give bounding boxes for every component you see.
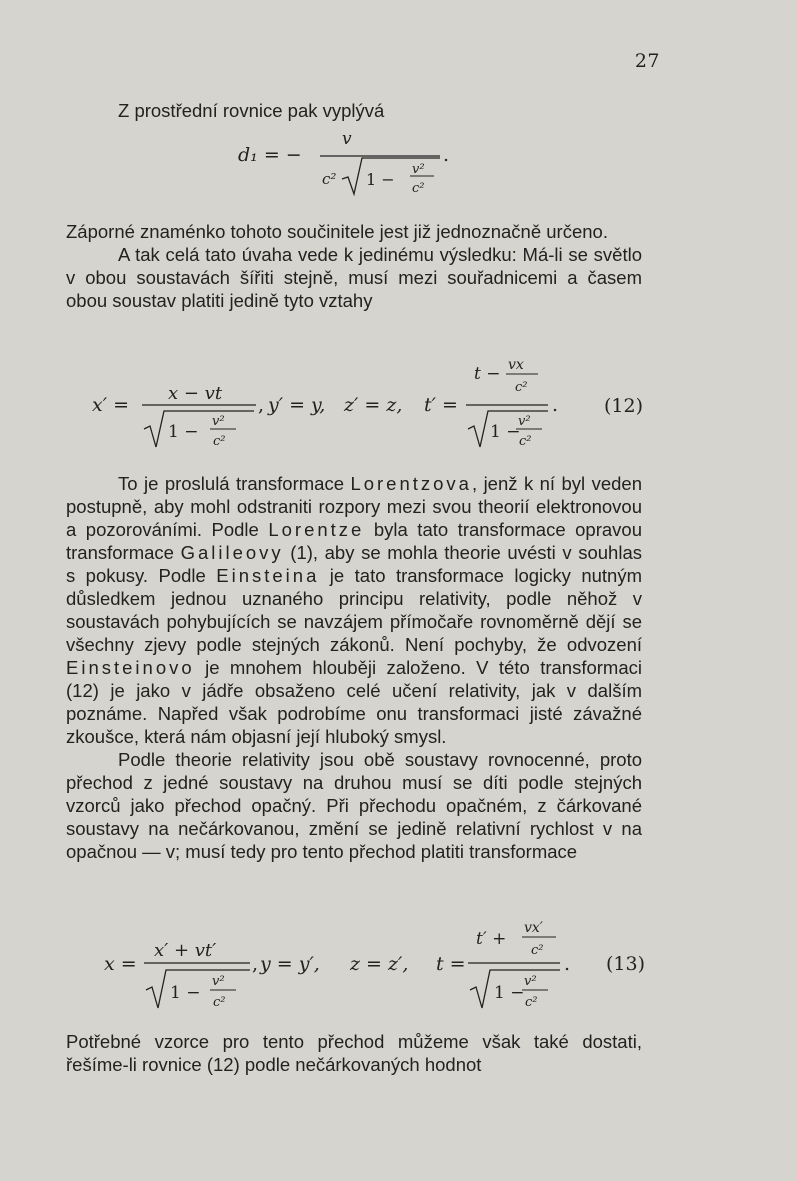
d1-numerator: v bbox=[342, 129, 352, 149]
d1-period: . bbox=[443, 144, 450, 166]
equation-12 bbox=[92, 355, 592, 455]
paragraph-3 bbox=[66, 472, 642, 748]
eq13-t-lhs: t = bbox=[436, 953, 466, 975]
eq12-x-sqrt-sign bbox=[144, 411, 254, 447]
equation-13-number: (13) bbox=[606, 953, 646, 975]
eq12-t-num-t: t − bbox=[474, 364, 501, 384]
eq12-period: . bbox=[552, 394, 559, 416]
para3-text-1: To je proslulá transformace bbox=[118, 473, 351, 494]
equation-d1 bbox=[238, 128, 458, 200]
paragraph-4: Podle theorie relativity jsou obě soustavy rovnocenné, proto přechod z jedné soustavy na druhou musí se díti podle stejných vzorců jako přechod opačný. Při přechodu opačném, z čárkované soustavy na nečárkovanou, změní se jedině relativní rychlost v na opačnou — v; musí tedy pro tento přechod platiti transformace bbox=[66, 749, 642, 862]
d1-den-c2: c² bbox=[322, 170, 337, 188]
eq13-x-lhs: x = bbox=[104, 953, 137, 975]
eq12-x-c2: c² bbox=[213, 434, 226, 449]
name-lorentze: Lorentze bbox=[268, 519, 365, 540]
paragraph-1: Záporné znaménko tohoto součinitele jest již jednoznačně určeno. bbox=[66, 221, 608, 242]
d1-v2: v² bbox=[412, 162, 425, 177]
paragraph-block-3 bbox=[66, 1030, 642, 1076]
name-einsteinovo: Einsteinovo bbox=[66, 657, 195, 678]
eq12-y-relation: y′ = y, bbox=[268, 394, 326, 416]
eq13-t-c2: c² bbox=[525, 995, 538, 1010]
eq13-t-num-t: t′ + bbox=[476, 929, 507, 949]
eq12-t-root-one: 1 − bbox=[490, 422, 521, 442]
eq13-y-relation: y = y′, bbox=[260, 953, 320, 975]
eq13-x-root-one: 1 − bbox=[170, 983, 201, 1003]
d1-one-minus: 1 − bbox=[366, 170, 395, 189]
paragraph-block-1 bbox=[66, 220, 642, 312]
paragraph-5: Potřebné vzorce pro tento přechod můžeme však také dostati, řešíme-li rovnice (12) podle nečárkovaných hodnot bbox=[66, 1031, 642, 1075]
eq13-x-c2: c² bbox=[213, 995, 226, 1010]
name-lorentzova: Lorentzova bbox=[350, 473, 472, 494]
eq12-x-root-one: 1 − bbox=[168, 422, 199, 442]
name-galileovy: Galileovy bbox=[180, 542, 284, 563]
equation-13 bbox=[104, 910, 604, 1020]
eq12-t-lhs: t′ = bbox=[424, 394, 458, 416]
paragraph-block-2 bbox=[66, 472, 642, 863]
page-number: 27 bbox=[634, 50, 660, 72]
paragraph-2: A tak celá tato úvaha vede k jedinému výsledku: Má-li se světlo v obou soustavách šířiti stejně, musí mezi souřadnicemi a časem obou soustav platiti jedině tyto vztahy bbox=[66, 244, 642, 311]
eq12-t-c2: c² bbox=[519, 434, 532, 449]
para3-text-6: je mnohem hlouběji založeno. V této transformaci (12) je jako v jádře obsaženo celé učení relativity, jak v dalším poznáme. Napřed však podrobíme onu transformaci jisté závažné zkoušce, která nám objasní její hluboký smysl. bbox=[66, 657, 642, 747]
para3-text-4: (1), aby se mohla theorie uvésti v souhlas s pokusy. Podle bbox=[66, 542, 642, 586]
eq13-t-v2: v² bbox=[524, 974, 537, 989]
eq12-t-num-c2: c² bbox=[515, 380, 528, 395]
eq13-t-num-vx: vx′ bbox=[524, 920, 543, 936]
eq12-x-lhs: x′ = bbox=[92, 394, 129, 416]
eq13-x-comma: , bbox=[252, 953, 259, 975]
eq13-x-numerator: x′ + vt′ bbox=[154, 940, 217, 961]
equation-12-number: (12) bbox=[604, 395, 644, 417]
para3-text-2: , jenž k ní byl veden postupně, aby mohl odstraniti rozpory mezi svou theorií elektronovou a pozorováními. Podle bbox=[66, 473, 642, 540]
eq13-z-relation: z = z′, bbox=[350, 953, 409, 975]
eq12-t-v2: v² bbox=[518, 414, 531, 429]
intro-text: Z prostřední rovnice pak vyplývá bbox=[118, 100, 385, 121]
eq13-period: . bbox=[564, 953, 571, 975]
para3-text-3: byla tato transformace opravou transformace bbox=[66, 519, 643, 563]
eq13-t-num-c2: c² bbox=[531, 943, 544, 958]
name-einsteina: Einsteina bbox=[216, 565, 320, 586]
eq13-t-root-one: 1 − bbox=[494, 983, 525, 1003]
eq12-z-relation: z′ = z, bbox=[344, 394, 403, 416]
eq12-x-numerator: x − vt bbox=[168, 383, 223, 404]
d1-lhs: d₁ = − bbox=[238, 144, 302, 166]
eq12-x-v2: v² bbox=[212, 414, 225, 429]
eq13-x-v2: v² bbox=[212, 974, 225, 989]
eq12-t-num-vx: vx bbox=[508, 357, 524, 373]
d1-c2: c² bbox=[412, 181, 425, 196]
para3-text-5: je tato transformace logicky nutným důsledkem jednou uznaného principu relativity, podle něhož v soustavách pohybujících se navzájem přímočaře rovnoměrně dějí se všechny zjevy podle stejných zákonů. Není pochyby, že odvození bbox=[66, 565, 642, 655]
eq12-x-comma: , bbox=[258, 394, 265, 416]
